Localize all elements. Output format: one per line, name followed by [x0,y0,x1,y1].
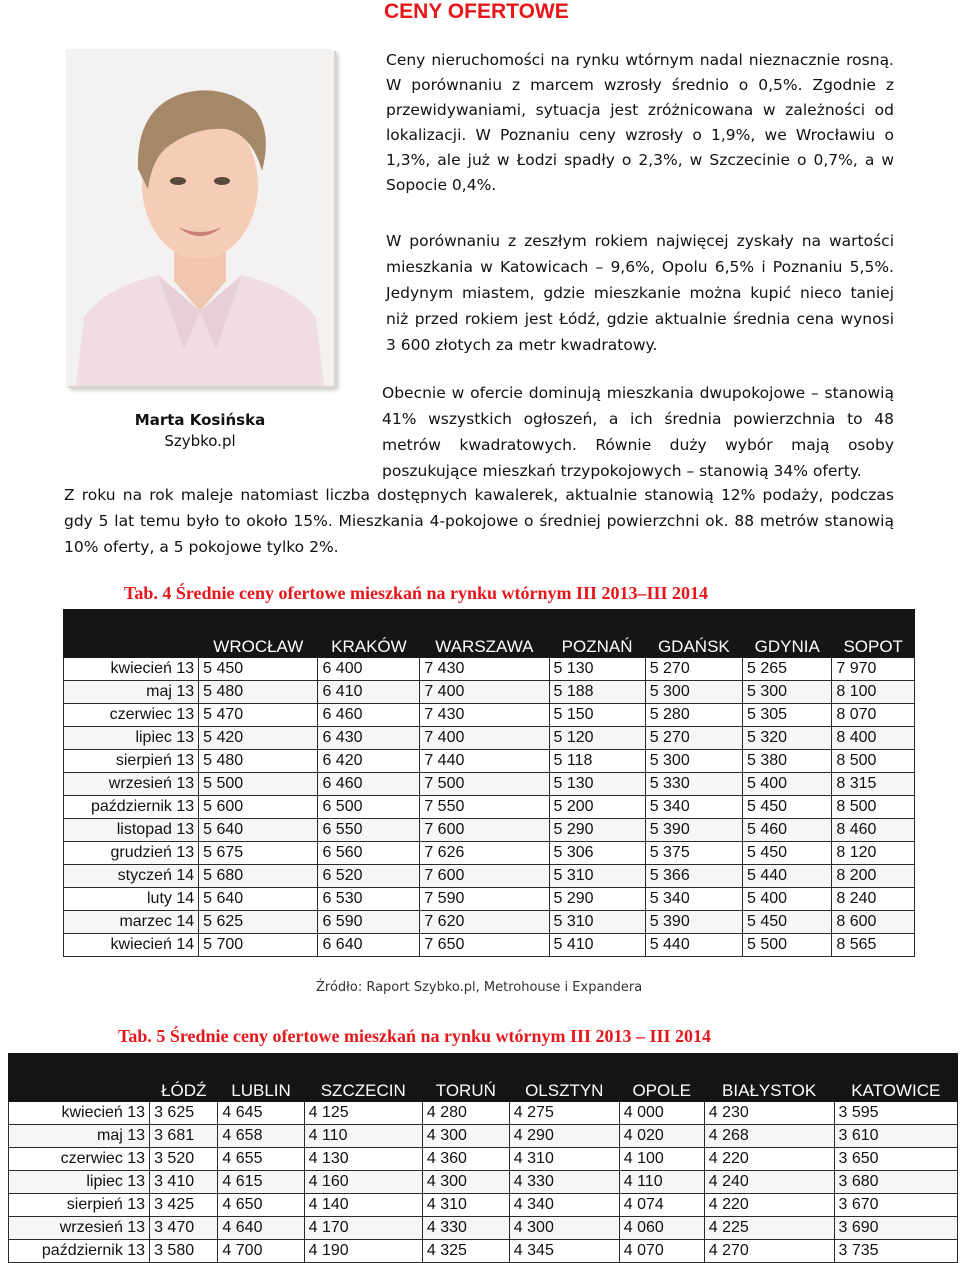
column-header: KRAKÓW [318,635,420,658]
price-cell: 7 550 [420,796,549,819]
price-cell: 4 310 [422,1194,509,1217]
table-row [64,658,915,681]
price-cell: 4 230 [704,1102,834,1125]
price-cell: 5 680 [199,865,318,888]
price-cell: 4 345 [509,1240,619,1263]
price-cell: 5 290 [549,819,645,842]
price-cell: 5 390 [645,819,742,842]
price-cell: 4 270 [704,1240,834,1263]
price-cell: 7 626 [420,842,549,865]
photo-caption [110,410,290,452]
price-cell: 3 650 [834,1148,957,1171]
price-cell: 4 060 [619,1217,704,1240]
price-cell: 5 200 [549,796,645,819]
price-cell: 5 340 [645,796,742,819]
price-cell: 5 640 [199,888,318,911]
column-header: ŁÓDŹ [150,1079,218,1102]
table-2-label: Tab. [118,1026,152,1046]
portrait-photo [66,49,334,386]
price-cell: 8 460 [832,819,915,842]
row-month: luty 14 [64,888,199,911]
price-cell: 5 280 [645,704,742,727]
price-cell: 5 118 [549,750,645,773]
table-2-corner [9,1079,150,1102]
row-month: kwiecień 13 [64,658,199,681]
price-cell: 4 290 [509,1125,619,1148]
price-cell: 4 160 [304,1171,422,1194]
price-cell: 5 700 [199,934,318,957]
price-cell: 5 330 [645,773,742,796]
price-cell: 8 400 [832,727,915,750]
column-header: SOPOT [832,635,915,658]
row-month: październik 13 [64,796,199,819]
price-table-2 [8,1053,958,1263]
price-cell: 5 420 [199,727,318,750]
price-cell: 5 440 [743,865,832,888]
price-cell: 5 340 [645,888,742,911]
price-cell: 4 100 [619,1148,704,1171]
price-cell: 3 735 [834,1240,957,1263]
price-cell: 8 500 [832,796,915,819]
row-month: sierpień 13 [64,750,199,773]
table-row [9,1148,958,1171]
table-row [9,1217,958,1240]
price-cell: 5 300 [743,681,832,704]
price-cell: 5 320 [743,727,832,750]
row-month: czerwiec 13 [64,704,199,727]
price-cell: 8 565 [832,934,915,957]
column-header: LUBLIN [218,1079,304,1102]
price-cell: 4 310 [509,1148,619,1171]
table-row [64,888,915,911]
price-cell: 5 410 [549,934,645,957]
price-cell: 7 970 [832,658,915,681]
price-cell: 4 110 [619,1171,704,1194]
row-month: lipiec 13 [64,727,199,750]
column-header: BIAŁYSTOK [704,1079,834,1102]
portrait-illustration [66,49,334,386]
row-month: kwiecień 13 [9,1102,150,1125]
table-row [64,727,915,750]
price-table-1 [63,609,915,957]
row-month: styczeń 14 [64,865,199,888]
price-cell: 5 500 [199,773,318,796]
row-month: maj 13 [64,681,199,704]
price-cell: 3 595 [834,1102,957,1125]
price-cell: 8 240 [832,888,915,911]
price-cell: 6 460 [318,773,420,796]
caption-name: Marta Kosińska [134,411,266,429]
price-cell: 4 300 [422,1171,509,1194]
price-cell: 5 450 [743,796,832,819]
column-header: GDYNIA [743,635,832,658]
price-cell: 5 130 [549,773,645,796]
source-note: Źródło: Raport Szybko.pl, Metrohouse i Expandera [316,980,643,995]
price-cell: 5 400 [743,888,832,911]
price-cell: 7 430 [420,704,549,727]
price-cell: 5 270 [645,727,742,750]
price-cell: 5 480 [199,681,318,704]
price-cell: 3 425 [150,1194,218,1217]
paragraph-4: Z roku na rok maleje natomiast liczba dostępnych kawalerek, aktualnie stanowią 12% podaży, podczas gdy 5 lat temu było to około 15%. Mieszkania 4-pokojowe o średniej powierzchni ok. 88 metrów stanowią 10% oferty, a 5 pokojowe tylko 2%. [64,486,894,556]
price-cell: 8 315 [832,773,915,796]
price-cell: 8 120 [832,842,915,865]
row-month: wrzesień 13 [64,773,199,796]
price-cell: 5 375 [645,842,742,865]
price-cell: 4 658 [218,1125,304,1148]
price-cell: 4 220 [704,1194,834,1217]
price-cell: 4 000 [619,1102,704,1125]
price-cell: 4 074 [619,1194,704,1217]
price-cell: 5 300 [645,681,742,704]
table-1-caption [124,583,708,604]
row-month: wrzesień 13 [9,1217,150,1240]
price-cell: 4 225 [704,1217,834,1240]
table-1-header-spacer [64,610,915,635]
price-cell: 5 440 [645,934,742,957]
price-cell: 6 410 [318,681,420,704]
price-cell: 5 500 [743,934,832,957]
price-cell: 7 400 [420,681,549,704]
price-cell: 4 645 [218,1102,304,1125]
price-cell: 7 590 [420,888,549,911]
price-cell: 4 640 [218,1217,304,1240]
table-row [64,865,915,888]
price-cell: 5 120 [549,727,645,750]
table-row [64,796,915,819]
table-2-header-spacer [9,1054,958,1079]
price-cell: 4 240 [704,1171,834,1194]
price-cell: 5 640 [199,819,318,842]
column-header: OPOLE [619,1079,704,1102]
price-cell: 4 615 [218,1171,304,1194]
table-row [9,1125,958,1148]
column-header: GDAŃSK [645,635,742,658]
price-cell: 6 400 [318,658,420,681]
price-cell: 4 275 [509,1102,619,1125]
table-row [9,1240,958,1263]
table-row [64,819,915,842]
price-cell: 5 290 [549,888,645,911]
table-row [9,1171,958,1194]
price-cell: 4 360 [422,1148,509,1171]
column-header: OLSZTYN [509,1079,619,1102]
price-cell: 5 470 [199,704,318,727]
table-row [64,911,915,934]
row-month: sierpień 13 [9,1194,150,1217]
price-cell: 5 450 [743,842,832,865]
price-cell: 6 430 [318,727,420,750]
price-cell: 5 600 [199,796,318,819]
row-month: marzec 14 [64,911,199,934]
price-cell: 8 200 [832,865,915,888]
price-cell: 4 070 [619,1240,704,1263]
table-row [64,704,915,727]
price-cell: 5 300 [645,750,742,773]
price-cell: 7 600 [420,865,549,888]
price-cell: 3 610 [834,1125,957,1148]
price-cell: 4 170 [304,1217,422,1240]
paragraph-2: W porównaniu z zeszłym rokiem najwięcej zyskały na wartości mieszkania w Katowicach – 9,6%, Opolu 6,5% i Poznaniu 5,5%. Jedynym miastem, gdzie mieszkanie można kupić nieco taniej niż przed rokiem jest Łódź, gdzie aktualnie średnia cena wynosi 3 600 złotych za metr kwadratowy. [386,232,894,354]
table-row [9,1102,958,1125]
row-month: kwiecień 14 [64,934,199,957]
price-cell: 4 130 [304,1148,422,1171]
caption-org: Szybko.pl [164,432,236,450]
paragraph-1: Ceny nieruchomości na rynku wtórnym nadal nieznacznie rosną. W porównaniu z marcem wzrosły średnio o 0,5%. Zgodnie z przewidywaniami, sytuacja jest zróżnicowana w zależności od lokalizacji. W Poznaniu ceny wzrosły o 1,9%, we Wrocławiu o 1,3%, ale już w Łodzi spadły o 2,3%, w Szczecinie o 0,7%, a w Sopocie 0,4%. [386,51,894,194]
price-cell: 4 110 [304,1125,422,1148]
price-cell: 3 625 [150,1102,218,1125]
row-month: lipiec 13 [9,1171,150,1194]
price-cell: 5 625 [199,911,318,934]
table-row [64,773,915,796]
column-header: KATOWICE [834,1079,957,1102]
price-cell: 6 560 [318,842,420,865]
column-header: WARSZAWA [420,635,549,658]
table-2-caption [118,1026,711,1047]
price-cell: 3 680 [834,1171,957,1194]
price-cell: 5 460 [743,819,832,842]
price-cell: 4 300 [422,1125,509,1148]
row-month: listopad 13 [64,819,199,842]
price-cell: 4 220 [704,1148,834,1171]
price-cell: 4 300 [509,1217,619,1240]
price-cell: 7 500 [420,773,549,796]
price-cell: 4 190 [304,1240,422,1263]
price-cell: 7 620 [420,911,549,934]
price-cell: 3 670 [834,1194,957,1217]
price-cell: 5 450 [743,911,832,934]
price-cell: 5 306 [549,842,645,865]
table-1-label: Tab. [124,583,158,603]
price-cell: 5 366 [645,865,742,888]
price-cell: 6 590 [318,911,420,934]
paragraph-3: Obecnie w ofercie dominują mieszkania dwupokojowe – stanowią 41% wszystkich ogłoszeń, a ich średnia powierzchnia to 48 metrów kwadratowych. Równie duży wybór mają osoby poszukujące mieszkań trzypokojowych – stanowią 34% oferty. [382,384,894,480]
price-cell: 5 130 [549,658,645,681]
price-cell: 5 305 [743,704,832,727]
table-2-title: 5 Średnie ceny ofertowe mieszkań na rynku wtórnym III 2013 – III 2014 [156,1026,712,1046]
price-cell: 3 681 [150,1125,218,1148]
price-cell: 5 450 [199,658,318,681]
price-cell: 6 530 [318,888,420,911]
column-header: WROCŁAW [199,635,318,658]
price-cell: 5 150 [549,704,645,727]
price-cell: 6 640 [318,934,420,957]
price-cell: 5 310 [549,865,645,888]
price-cell: 3 580 [150,1240,218,1263]
price-cell: 3 690 [834,1217,957,1240]
price-cell: 7 650 [420,934,549,957]
price-cell: 8 600 [832,911,915,934]
price-cell: 5 390 [645,911,742,934]
price-cell: 6 520 [318,865,420,888]
price-cell: 3 410 [150,1171,218,1194]
row-month: październik 13 [9,1240,150,1263]
column-header: TORUŃ [422,1079,509,1102]
price-cell: 6 500 [318,796,420,819]
table-row [64,934,915,957]
price-cell: 4 655 [218,1148,304,1171]
price-cell: 3 520 [150,1148,218,1171]
price-cell: 4 330 [422,1217,509,1240]
price-cell: 4 125 [304,1102,422,1125]
price-cell: 5 480 [199,750,318,773]
table-row [64,750,915,773]
column-header: SZCZECIN [304,1079,422,1102]
price-cell: 6 420 [318,750,420,773]
price-cell: 6 550 [318,819,420,842]
price-cell: 5 675 [199,842,318,865]
row-month: grudzień 13 [64,842,199,865]
price-cell: 4 140 [304,1194,422,1217]
table-1-title: 4 Średnie ceny ofertowe mieszkań na rynku wtórnym III 2013–III 2014 [162,583,709,603]
price-cell: 4 700 [218,1240,304,1263]
price-cell: 3 470 [150,1217,218,1240]
price-cell: 5 270 [645,658,742,681]
price-cell: 4 340 [509,1194,619,1217]
price-cell: 7 430 [420,658,549,681]
price-cell: 5 310 [549,911,645,934]
price-cell: 5 380 [743,750,832,773]
price-cell: 4 650 [218,1194,304,1217]
table-row [64,842,915,865]
table-row [64,681,915,704]
price-cell: 6 460 [318,704,420,727]
page-title: CENY OFERTOWE [384,0,569,23]
price-cell: 4 268 [704,1125,834,1148]
price-cell: 8 100 [832,681,915,704]
price-cell: 7 440 [420,750,549,773]
price-cell: 7 400 [420,727,549,750]
price-cell: 4 020 [619,1125,704,1148]
price-cell: 5 265 [743,658,832,681]
price-cell: 4 280 [422,1102,509,1125]
column-header: POZNAŃ [549,635,645,658]
price-cell: 5 188 [549,681,645,704]
price-cell: 8 500 [832,750,915,773]
price-cell: 8 070 [832,704,915,727]
price-cell: 4 330 [509,1171,619,1194]
table-1-corner [64,635,199,658]
price-cell: 4 325 [422,1240,509,1263]
price-cell: 7 600 [420,819,549,842]
table-row [9,1194,958,1217]
price-cell: 5 400 [743,773,832,796]
row-month: czerwiec 13 [9,1148,150,1171]
row-month: maj 13 [9,1125,150,1148]
